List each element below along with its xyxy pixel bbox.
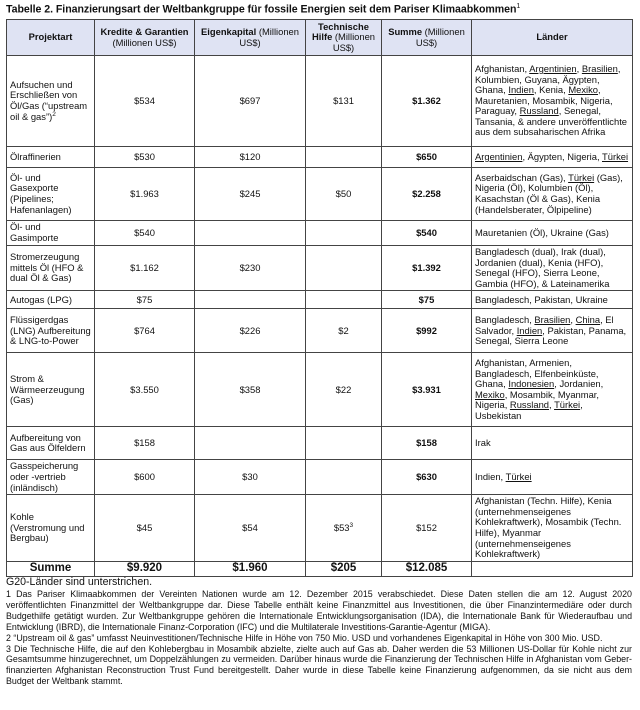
cell-laender [472,246,633,291]
g20-country: Türkei [505,470,532,482]
total-laender [472,561,633,576]
cell-kredite: $764 [95,309,195,353]
country-text: , El Salvador, [475,313,614,336]
cell-eigenkapital: $245 [195,168,306,221]
cell-kredite: $540 [95,221,195,246]
table-row [7,246,633,291]
cell-kredite: $45 [95,495,195,562]
g20-country: Indien [508,84,534,96]
table-row [7,495,633,562]
cell-laender [472,147,633,168]
country-text: Bangladesch, Pakistan, Ukraine [475,293,608,305]
country-text: Mauretanien (Öl), Ukraine (Gas) [475,226,609,238]
g20-country: Türkei [568,171,595,183]
cell-hilfe [306,291,382,309]
cell-summe: $650 [382,147,472,168]
cell-hilfe [306,246,382,291]
footnote-1: 1 Das Pariser Klimaabkommen der Vereinten Nationen wurde am 12. Dezember 2015 verabschiedet. Diese Daten stellen die am 12. August 2020 veröffentlichten Finanzmittel der Weltbankgruppe dar. Diese Tabelle enthält keine Finanzmittel aus Investitionen, die über Finanzintermediäre oder durch Budgethilfe getätigt wurden. Zur Weltbankgruppe gehören die Internationale Entwicklungsorganisation (IDA), die Internationale Bank für Wiederaufbau und Entwicklung (IBRD), die Internationale Finanz-Corporation (IFC) und die Multilaterale Investitions-Garantie-Agentur (MIGA). [6,589,632,632]
cell-projektart: Stromerzeugung mittels Öl (HFO & dual Öl & Gas) [7,246,95,291]
cell-projektart: Autogas (LPG) [7,291,95,309]
cell-summe: $152 [382,495,472,562]
cell-hilfe: $2 [306,309,382,353]
col-header-laender: Länder [472,20,633,56]
country-text: , [570,313,576,325]
cell-laender [472,427,633,460]
col-header-summe: Summe (Millionen US$) [382,20,472,56]
cell-kredite: $158 [95,427,195,460]
country-text: , Kenia, [533,84,569,96]
g20-country: Türkei [602,150,629,162]
cell-eigenkapital: $358 [195,353,306,427]
cell-laender [472,309,633,353]
footnote-ref: 3 [349,521,354,529]
country-text: Afghanistan, [475,62,530,74]
country-text: (Gas), Nigeria (Öl), Kolumbien (Öl), Kasachstan (Öl & Gas), Kenia (Handelsberater, Ölpipeline) [475,171,623,215]
total-label: Summe [7,561,95,576]
table-title-text: Tabelle 2. Finanzierungsart der Weltbankgruppe für fossile Energien seit dem Pariser Klimaabkommen [6,3,517,16]
footnote-ref: 1 [516,3,521,10]
country-text: Bangladesch, [475,313,535,325]
cell-projektart: Kohle (Verstromung und Bergbau) [7,495,95,562]
total-kredite: $9.920 [95,561,195,576]
cell-summe: $540 [382,221,472,246]
table-row [7,147,633,168]
table-row [7,168,633,221]
g20-country: China [575,313,601,325]
cell-hilfe [306,427,382,460]
g20-note: G20-Länder sind unterstrichen. [6,576,153,588]
total-eigenkapital: $1.960 [195,561,306,576]
country-text: Aserbaidschan (Gas), [475,171,569,183]
total-summe: $12.085 [382,561,472,576]
cell-eigenkapital [195,291,306,309]
country-text: Bangladesch (dual), Irak (dual), Jordanien (dual), Kenia (HFO), Senegal (HFO), Sierra Leone, Gambia (HFO), & Lateinamerika [475,246,610,289]
cell-kredite: $1.963 [95,168,195,221]
g20-country: Russland [519,105,559,117]
cell-summe: $2.258 [382,168,472,221]
g20-country: Argentinien [529,62,577,74]
cell-eigenkapital [195,221,306,246]
cell-summe: $158 [382,427,472,460]
cell-summe: $3.931 [382,353,472,427]
cell-laender [472,353,633,427]
g20-country: Mexiko [475,388,505,400]
country-text: Indien, [475,470,506,482]
cell-hilfe: $22 [306,353,382,427]
cell-projektart: Aufbereitung von Gas aus Ölfeldern [7,427,95,460]
country-text: , Pakistan, Panama, Senegal, Sierra Leone [475,324,627,347]
country-text: , Ägypten, Nigeria, [522,150,602,162]
cell-eigenkapital [195,427,306,460]
cell-hilfe [306,460,382,495]
cell-projektart: Öl- und Gasimporte [7,221,95,246]
cell-projektart: Gasspeicherung oder -vertrieb (inländisch) [7,460,95,495]
country-text: , [549,399,555,411]
cell-laender [472,460,633,495]
table-row [7,353,633,427]
cell-summe: $630 [382,460,472,495]
cell-hilfe [306,221,382,246]
table-title [6,3,520,16]
header-row [7,20,633,56]
cell-projektart: Aufsuchen und Erschließen von Öl/Gas (“upstream oil & gas”)$^2$ [7,56,95,147]
table-row [7,460,633,495]
cell-projektart: Strom & Wärmeerzeugung (Gas) [7,353,95,427]
cell-kredite: $3.550 [95,353,195,427]
cell-hilfe: $131 [306,56,382,147]
table-row [7,309,633,353]
g20-country: Russland [509,399,550,411]
cell-eigenkapital: $54 [195,495,306,562]
g20-country: Indien [516,324,543,336]
financing-table [6,19,633,577]
cell-summe: $1.362 [382,56,472,147]
cell-hilfe [306,147,382,168]
cell-laender [472,56,633,147]
cell-kredite: $534 [95,56,195,147]
col-header-eigenkapital: Eigenkapital (Millionen US$) [195,20,306,56]
cell-laender [472,291,633,309]
cell-eigenkapital: $120 [195,147,306,168]
g20-country: Brasilien [581,62,618,74]
cell-summe: $1.392 [382,246,472,291]
country-text: , [576,62,582,74]
cell-projektart: Öl- und Gasexporte (Pipelines; Hafenanlagen) [7,168,95,221]
cell-laender [472,495,633,562]
country-text: , Mosambik, Myanmar, Nigeria, [475,388,599,411]
footnote-3: 3 Die Technische Hilfe, die auf den Kohlebergbau in Mosambik abzielte, zielte auch auf Gas ab. Daher werden die 53 Millionen US-Dollar für Kohle nicht zur Gesamtsumme hinzugerechnet, um Doppelzählungen zu vermeiden. Darüber hinaus wurde die Finanzierung der Technischen Hilfe in Afghanistan vom Geber-finanzierten Afghanistan Reconstruction Trust Fund bereitgestellt. Daher wurde in diese Tabelle keine Finanzierung aufgenommen, da sie nicht aus dem Budget der Weltbank stammt. [6,643,632,687]
cell-eigenkapital: $30 [195,460,306,495]
footnote-ref: 2 [52,110,56,118]
country-text: , Jordanien, [554,378,604,390]
g20-country: Mexiko [568,84,599,96]
footnote-2: 2 “Upstream oil & gas” umfasst Neuinvestitionen/Technische Hilfe in Höhe von 750 Mio. USD und vorhandenes Eigenkapital in Höhe von 300 Mio. USD. [6,632,603,643]
cell-eigenkapital: $697 [195,56,306,147]
g20-country: Argentinien [475,150,523,162]
country-text: , Kolumbien, Guyana, Ägypten, Ghana, [475,62,621,96]
cell-laender [472,221,633,246]
table-row [7,221,633,246]
country-text: Afghanistan, Armenien, Bangladesch, Elfenbeinküste, Ghana, [475,357,599,390]
g20-country: Indonesien [508,378,555,390]
cell-kredite: $75 [95,291,195,309]
cell-summe: $75 [382,291,472,309]
country-text: , Mauretanien, Mosambik, Nigeria, Paraguay, [475,84,613,117]
g20-country: Türkei [554,399,581,411]
cell-hilfe: $53$^3$ [306,495,382,562]
table-row [7,56,633,147]
table-row [7,291,633,309]
total-row [7,561,633,576]
country-text: , Senegal, Tansania, & andere unveröffentlichte aus dem subsaharischen Afrika [475,105,628,138]
cell-projektart: Ölraffinerien [7,147,95,168]
g20-country: Brasilien [534,313,571,325]
cell-eigenkapital: $226 [195,309,306,353]
country-text: , Usbekistan [475,399,583,422]
footnotes [6,576,632,687]
country-text: Irak [475,437,491,449]
cell-projektart: Flüssigerdgas (LNG) Aufbereitung & LNG-to-Power [7,309,95,353]
col-header-kredite: Kredite & Garantien (Millionen US$) [95,20,195,56]
cell-hilfe: $50 [306,168,382,221]
country-text: Afghanistan (Techn. Hilfe), Kenia (unternehmenseigenes Kohlekraftwerk), Mosambik (Techn. Hilfe), Myanmar (unternehmenseigenes Kohlekraftwerk) [475,495,622,560]
total-hilfe: $205 [306,561,382,576]
col-header-hilfe: Technische Hilfe (Millionen US$) [306,20,382,56]
table-row [7,427,633,460]
cell-kredite: $1.162 [95,246,195,291]
col-header-projektart: Projektart [7,20,95,56]
cell-kredite: $530 [95,147,195,168]
cell-summe: $992 [382,309,472,353]
cell-kredite: $600 [95,460,195,495]
cell-eigenkapital: $230 [195,246,306,291]
cell-laender [472,168,633,221]
